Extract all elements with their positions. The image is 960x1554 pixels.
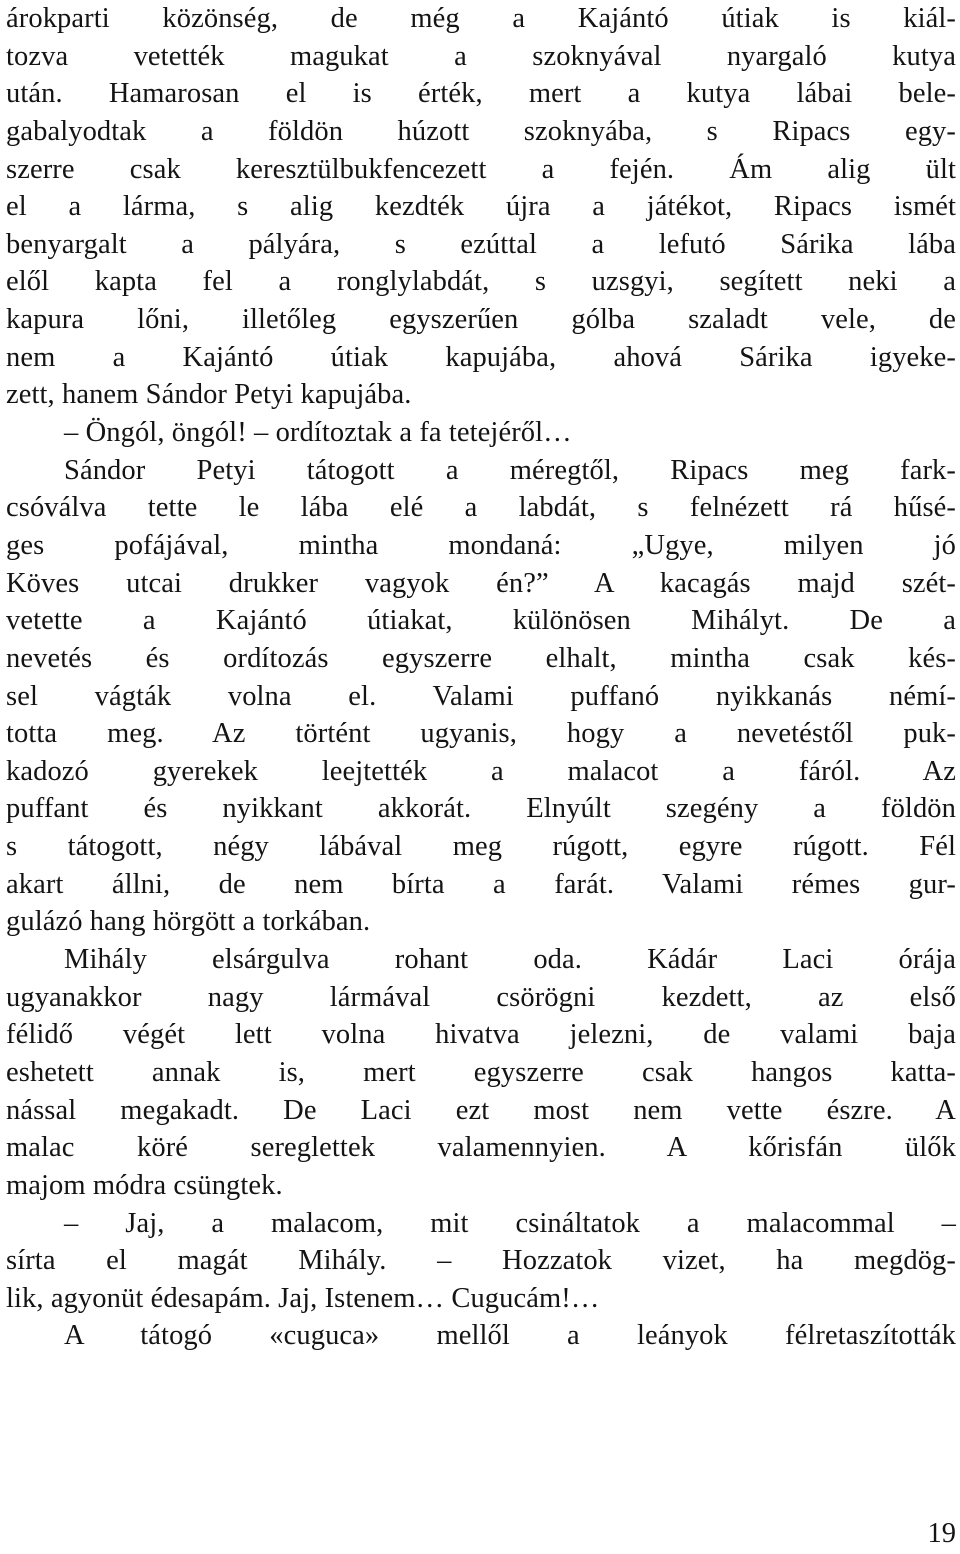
text-line: kadozó gyerekek leejtették a malacot a fáról. Az bbox=[6, 755, 956, 787]
text-line: félidő végét lett volna hivatva jelezni, de valami baja bbox=[6, 1019, 956, 1051]
text-line: kapura lőni, illetőleg egyszerűen gólba szaladt vele, de bbox=[6, 304, 956, 336]
text-line: sel vágták volna el. Valami puffanó nyikkanás némí- bbox=[6, 680, 956, 712]
text-line: totta meg. Az történt ugyanis, hogy a nevetéstől puk- bbox=[6, 718, 956, 750]
text-line: vetette a Kajántó útiakat, különösen Mihályt. De a bbox=[6, 605, 956, 637]
page-number: 19 bbox=[927, 1518, 956, 1549]
text-line: lik, agyonüt édesapám. Jaj, Istenem… Cugucám!… bbox=[6, 1282, 600, 1314]
text-line: gabalyodtak a földön húzott szoknyába, s Ripacs egy- bbox=[6, 115, 956, 147]
text-line: árokparti közönség, de még a Kajántó útiak is kiál- bbox=[6, 3, 956, 34]
text-line: malac köré sereglettek valamennyien. A kőrisfán ülők bbox=[6, 1132, 956, 1164]
text-line: után. Hamarosan el is érték, mert a kutya lábai bele- bbox=[6, 78, 956, 110]
text-line: eshetett annak is, mert egyszerre csak hangos katta- bbox=[6, 1056, 956, 1088]
text-line: ges pofájával, mintha mondaná: „Ugye, milyen jó bbox=[6, 529, 956, 561]
text-line: szerre csak keresztülbukfencezett a fején. Ám alig ült bbox=[6, 153, 956, 185]
text-line: puffant és nyikkant akkorát. Elnyúlt szegény a földön bbox=[6, 793, 956, 825]
dialogue-line: – Öngól, öngól! – ordítoztak a fa tetejéről… bbox=[64, 417, 572, 449]
text-line: sírta el magát Mihály. – Hozzatok vizet, ha megdög- bbox=[6, 1245, 956, 1277]
text-line: Köves utcai drukker vagyok én?” A kacagás majd szét- bbox=[6, 567, 956, 599]
text-line: elől kapta fel a ronglylabdát, s uzsgyi, segített neki a bbox=[6, 266, 956, 298]
paragraph-start-line: A tátogó «cuguca» mellől a leányok félretaszították bbox=[64, 1320, 956, 1352]
text-line: ugyanakkor nagy lármával csörögni kezdett, az első bbox=[6, 981, 956, 1013]
text-line: csóválva tette le lába elé a labdát, s felnézett rá hűsé- bbox=[6, 492, 956, 524]
text-line: tozva vetették magukat a szoknyával nyargaló kutya bbox=[6, 40, 956, 72]
text-line: el a lárma, s alig kezdték újra a játékot, Ripacs ismét bbox=[6, 191, 956, 223]
text-line: majom módra csüngtek. bbox=[6, 1169, 283, 1201]
text-line: gulázó hang hörgött a torkában. bbox=[6, 906, 371, 938]
text-line: akart állni, de nem bírta a farát. Valami rémes gur- bbox=[6, 868, 956, 900]
paragraph-start-line: Mihály elsárgulva rohant oda. Kádár Laci órája bbox=[64, 944, 956, 976]
text-line: zett, hanem Sándor Petyi kapujába. bbox=[6, 379, 412, 411]
text-line: nem a Kajántó útiak kapujába, ahová Sárika igyeke- bbox=[6, 341, 956, 373]
document-page bbox=[6, 0, 956, 1355]
paragraph-start-line: Sándor Petyi tátogott a méregtől, Ripacs meg fark- bbox=[64, 454, 956, 486]
text-line: nevetés és ordítozás egyszerre elhalt, mintha csak kés- bbox=[6, 642, 956, 674]
text-line: s tátogott, négy lábával meg rúgott, egyre rúgott. Fél bbox=[6, 831, 956, 863]
text-line: nással megakadt. De Laci ezt most nem vette észre. A bbox=[6, 1094, 956, 1126]
text-line: benyargalt a pályára, s ezúttal a lefutó Sárika lába bbox=[6, 228, 956, 260]
dialogue-line: – Jaj, a malacom, mit csináltatok a malacommal – bbox=[64, 1207, 956, 1239]
